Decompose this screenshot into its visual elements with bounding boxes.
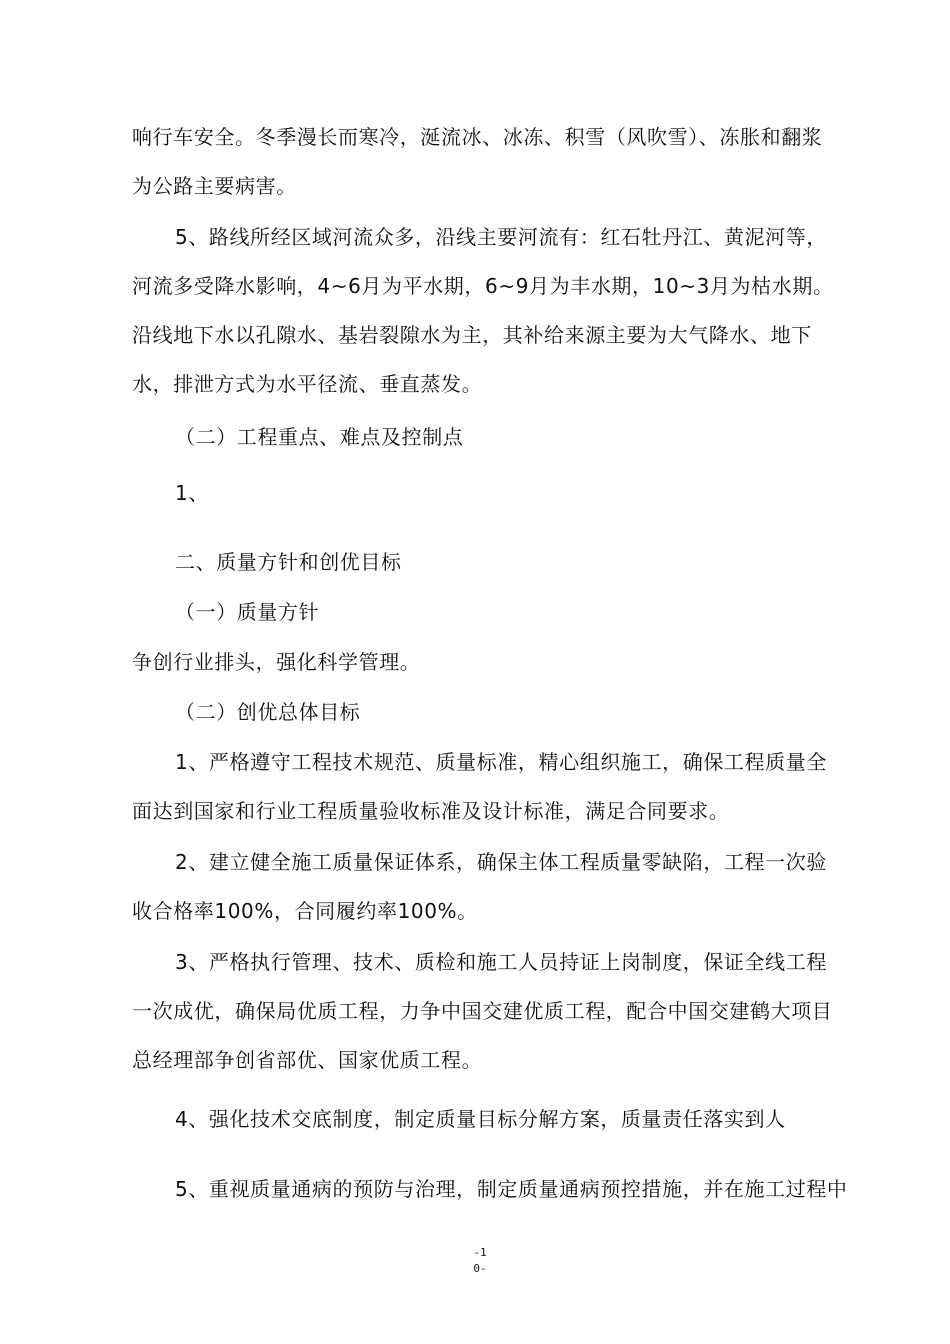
paragraph-goal-2: 2、建立健全施工质量保证体系，确保主体工程质量零缺陷，工程一次验收合格率100%，合同履约率100%。 [132, 850, 827, 923]
heading-key-points: （二）工程重点、难点及控制点 [175, 425, 464, 449]
page-number-line-2: 0- [473, 1262, 487, 1275]
paragraph-goal-3: 3、严格执行管理、技术、质检和施工人员持证上岗制度，保证全线工程一次成优，确保局优质工程，力争中国交建优质工程，配合中国交建鹤大项目总经理部争创省部优、国家优质工程。 [132, 950, 833, 1072]
paragraph-goal-5: 5、重视质量通病的预防与治理，制定质量通病预控措施，并在施工过程中 [175, 1177, 848, 1201]
paragraph-item-1-empty: 1、 [175, 481, 209, 505]
paragraph-climate-continued: 响行车安全。冬季漫长而寒冷，涎流冰、冰冻、积雪（风吹雪）、冻胀和翻浆为公路主要病害。 [132, 125, 823, 198]
paragraph-goal-1: 1、严格遵守工程技术规范、质量标准，精心组织施工，确保工程质量全面达到国家和行业工程质量验收标准及设计标准，满足合同要求。 [132, 750, 827, 823]
paragraph-goal-4: 4、强化技术交底制度，制定质量目标分解方案，质量责任落实到人 [175, 1107, 786, 1131]
heading-overall-goals: （二）创优总体目标 [175, 700, 361, 724]
paragraph-policy-statement: 争创行业排头，强化科学管理。 [132, 650, 421, 674]
heading-quality-policy: （一）质量方针 [175, 600, 320, 624]
heading-quality-policy-goals: 二、质量方针和创优目标 [175, 550, 402, 574]
page-number-line-1: -1 [473, 1246, 487, 1259]
paragraph-rivers: 5、路线所经区域河流众多，沿线主要河流有：红石牡丹江、黄泥河等，河流多受降水影响，4~6月为平水期，6~9月为丰水期，10~3月为枯水期。沿线地下水以孔隙水、基岩裂隙水为主，其补给来源主要为大气降水、地下水，排泄方式为水平径流、垂直蒸发。 [132, 225, 834, 396]
